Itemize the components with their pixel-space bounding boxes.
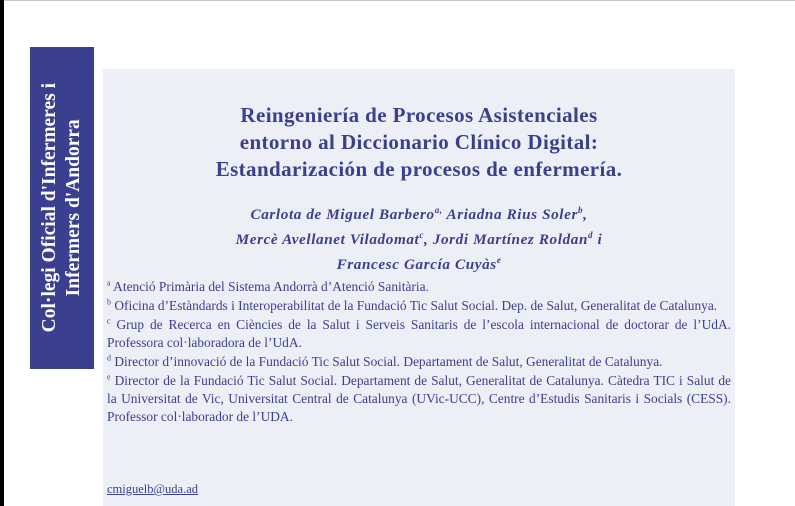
affiliation-text: Director d’innovació de la Fundació Tic Salut Social. Departament de Salut, Generalitat de Catalunya. [114,354,663,369]
title-line-2: entorno al Diccionario Clínico Digital: [239,130,599,154]
affiliation-text: Atenció Primària del Sistema Andorrà d’Atenció Sanitària. [113,279,429,294]
author-5: Francesc García Cuyàs [336,256,497,274]
page-left-rule [0,0,4,506]
title-line-3: Estandarización de procesos de enfermería. [215,157,623,181]
author-1-mark: a, [434,205,443,215]
paper-title [103,102,735,183]
author-5-mark: e [496,255,502,266]
affiliation-mark: a [107,278,111,288]
affiliation-list [107,278,731,427]
sidebar-line-1: Col·legi Oficial d'Infermeres i [39,83,60,333]
affiliation-text: Director de la Fundació Tic Salut Social. Departament de Salut, Generalitat de Catalunya. Càtedra TIC i Salut de la Universitat de Vic, Universitat Central de Catalunya (UVic-UCC), Centre d’Estudis Sanitaris i Socials (CESS). Professor col·laborador de l’UDA. [107,373,731,424]
author-4: Jordi Martínez Roldan [432,231,589,249]
author-conjunction: i [597,231,603,249]
author-2: Ariadna Rius Soler [446,206,578,224]
author-3: Mercè Avellanet Viladomat [235,231,420,249]
affiliation-mark: d [107,353,111,363]
author-1: Carlota de Miguel Barbero [250,206,435,224]
author-2-mark: b [577,205,584,215]
affiliation-b [107,297,731,315]
author-separator-1: , [583,206,588,224]
contact-email-link[interactable]: cmiguelb@uda.ad [107,482,198,496]
affiliation-mark: e [107,372,111,382]
affiliation-c [107,316,731,352]
affiliation-e [107,372,731,426]
author-3-mark: c [419,230,424,241]
affiliation-a [107,278,731,296]
sidebar-line-2: Infermers d'Andorra [63,119,84,297]
affiliation-mark: c [107,316,111,326]
authors-line-1 [103,200,735,225]
affiliation-text: Oficina d’Estàndards i Interoperabilitat de la Fundació Tic Salut Social. Dep. de Salut, Generalitat de Catalunya. [114,298,718,313]
authors-line-3 [103,250,735,275]
affiliation-d [107,353,731,371]
page-top-border [0,0,795,1]
affiliation-mark: b [107,297,111,307]
author-4-mark: d [588,230,594,241]
affiliation-text: Grup de Recerca en Ciències de la Salut i Serveis Sanitaris de l’escola internacional de doctorar de l’UdA. Professora col·laboradora de l’UdA. [107,317,731,350]
authors-line-2 [103,225,735,250]
author-list [103,200,735,275]
author-separator-2: , [423,231,433,249]
sidebar-label-text [38,83,86,332]
sidebar-label [30,47,94,369]
title-line-1: Reingeniería de Procesos Asistenciales [240,103,598,127]
